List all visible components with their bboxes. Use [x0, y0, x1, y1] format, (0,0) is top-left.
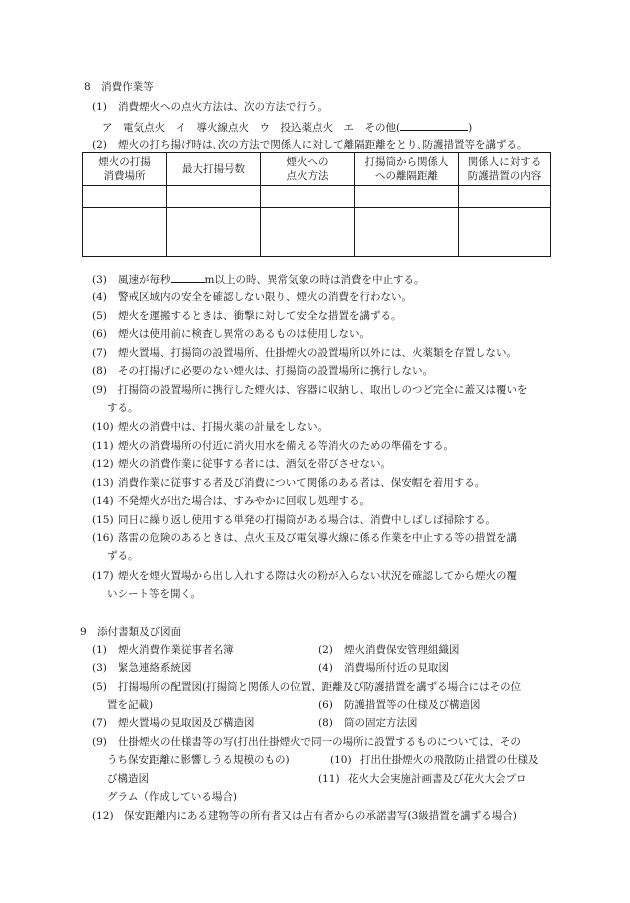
attachment-item: (6) 防護措置等の仕様及び構造図: [318, 699, 481, 711]
table-cell[interactable]: [459, 208, 551, 257]
list-item: (17) 煙火を煙火置場から出し入れする際は火の粉が入らない状況を確認してから煙火の覆: [92, 570, 517, 582]
attachment-item: (9) 仕掛煙火の仕様書等の写(打出仕掛煙火で同一の場所に設置するものについては、その: [92, 736, 521, 748]
table-cell[interactable]: [261, 186, 355, 208]
ignition-options: [102, 119, 472, 135]
header-separation-distance: 打揚筒から関係人 への離隔距離: [355, 153, 459, 186]
attachment-continuation: うち保安距離に影響しうる規模のもの): [107, 754, 290, 766]
attachment-item: (2) 煙火消費保安管理組織図: [318, 644, 460, 656]
table-cell[interactable]: [83, 208, 167, 257]
table-cell[interactable]: [83, 186, 167, 208]
item-text-pre: 風速が毎秒: [118, 274, 171, 286]
launch-protection-table: [82, 152, 551, 257]
list-item: (8) その打揚げに必要のない煙火は、打揚筒の設置場所に携行しない。: [92, 365, 433, 377]
header-protective-measures: 関係人に対する 防護措置の内容: [459, 153, 551, 186]
item-1: [92, 100, 328, 114]
item-number: (1): [92, 101, 107, 113]
item-text: 消費煙火への点火方法は、次の方法で行う。: [118, 101, 328, 113]
attachment-item: (7) 煙火置場の見取図及び構造図: [92, 717, 255, 729]
attachment-continuation: グラム（作成している場合): [107, 791, 237, 803]
table-cell[interactable]: [355, 208, 459, 257]
item-text-post: m以上の時、異常気象の時は消費を中止する。: [204, 274, 425, 286]
attachment-item: (10) 打出仕掛煙火の飛散防止措置の仕様及: [330, 754, 539, 766]
list-item-continuation: する。: [107, 402, 139, 414]
list-item: (12) 煙火の消費作業に従事する者には、酒気を帯びさせない。: [92, 458, 391, 470]
item-text: 煙火の打ち揚げ時は､次の方法で関係人に対して離隔距離をとり､防護措置等を講ずる。: [118, 139, 528, 151]
list-item: (16) 落雷の危険のあるときは、点火玉及び電気導火線に係る作業を中止する等の措置を講: [92, 532, 517, 544]
attachment-item: (4) 消費場所付近の見取図: [318, 662, 449, 674]
attachment-item: (3) 緊急連絡系統図: [92, 662, 192, 674]
list-item: (4) 警戒区域内の安全を確認しない限り、煙火の消費を行わない。: [92, 291, 412, 303]
list-item: (14) 不発煙火が出た場合は、すみやかに回収し処理する。: [92, 495, 370, 507]
options-text: ア 電気点火 イ 導火線点火 ウ 投込薬点火 エ その他(: [102, 122, 401, 134]
other-method-blank[interactable]: [400, 119, 468, 131]
list-item: (10) 煙火の消費中は、打揚火薬の計量をしない。: [92, 421, 328, 433]
list-item: (13) 消費作業に従事する者及び消費について関係のある者は、保安帽を着用する。: [92, 477, 486, 489]
header-launch-site: 煙火の打揚 消費場所: [83, 153, 167, 186]
header-max-shell-size: 最大打揚号数: [167, 153, 261, 186]
list-item-continuation: いシート等を開く。: [107, 588, 202, 600]
item-2: [92, 138, 528, 152]
options-close: ): [468, 122, 473, 134]
section-8-heading: 8 消費作業等: [84, 81, 154, 93]
list-item: (9) 打揚筒の設置場所に携行した煙火は、容器に収納し、取出しのつど完全に蓋又は覆いを: [92, 384, 528, 396]
attachment-item: (12) 保安距離内にある建物等の所有者又は占有者からの承諾書写(3級措置を講ずる場合): [92, 810, 517, 822]
table-cell[interactable]: [261, 208, 355, 257]
list-item-continuation: ずる。: [107, 550, 139, 562]
item-3: [92, 271, 424, 287]
list-item: (11) 煙火の消費場所の付近に消火用水を備える等消火のための準備をする。: [92, 440, 454, 452]
table-cell[interactable]: [167, 208, 261, 257]
attachment-item: (5) 打揚場所の配置図(打揚筒と関係人の位置、距離及び防護措置を講ずる場合にはその位: [92, 681, 522, 693]
list-item: (7) 煙火置場、打揚筒の設置場所、仕掛煙火の設置場所以外には、火薬類を存置しない。: [92, 347, 517, 359]
list-item: (5) 煙火を運搬するときは、衝撃に対して安全な措置を講ずる。: [92, 310, 402, 322]
attachment-continuation: 置を記載): [107, 699, 154, 711]
table-cell[interactable]: [459, 186, 551, 208]
table-cell[interactable]: [355, 186, 459, 208]
wind-speed-blank[interactable]: [171, 271, 205, 283]
item-number: (3): [92, 274, 107, 286]
table-cell[interactable]: [167, 186, 261, 208]
attachment-item: (8) 筒の固定方法図: [318, 717, 418, 729]
section-9-heading: 9 添付書類及び図面: [80, 626, 182, 638]
attachment-item: (1) 煙火消費作業従事者名簿: [92, 644, 234, 656]
list-item: (6) 煙火は使用前に検査し異常のあるものは使用しない。: [92, 328, 370, 340]
header-ignition-method: 煙火への 点火方法: [261, 153, 355, 186]
attachment-item: (11) 花火大会実施計画書及び花火大会プロ: [318, 773, 527, 785]
attachment-continuation: び構造図: [107, 773, 149, 785]
list-item: (15) 同日に繰り返し使用する単発の打揚筒がある場合は、消費中しばしば掃除する。: [92, 514, 496, 526]
item-number: (2): [92, 139, 107, 151]
